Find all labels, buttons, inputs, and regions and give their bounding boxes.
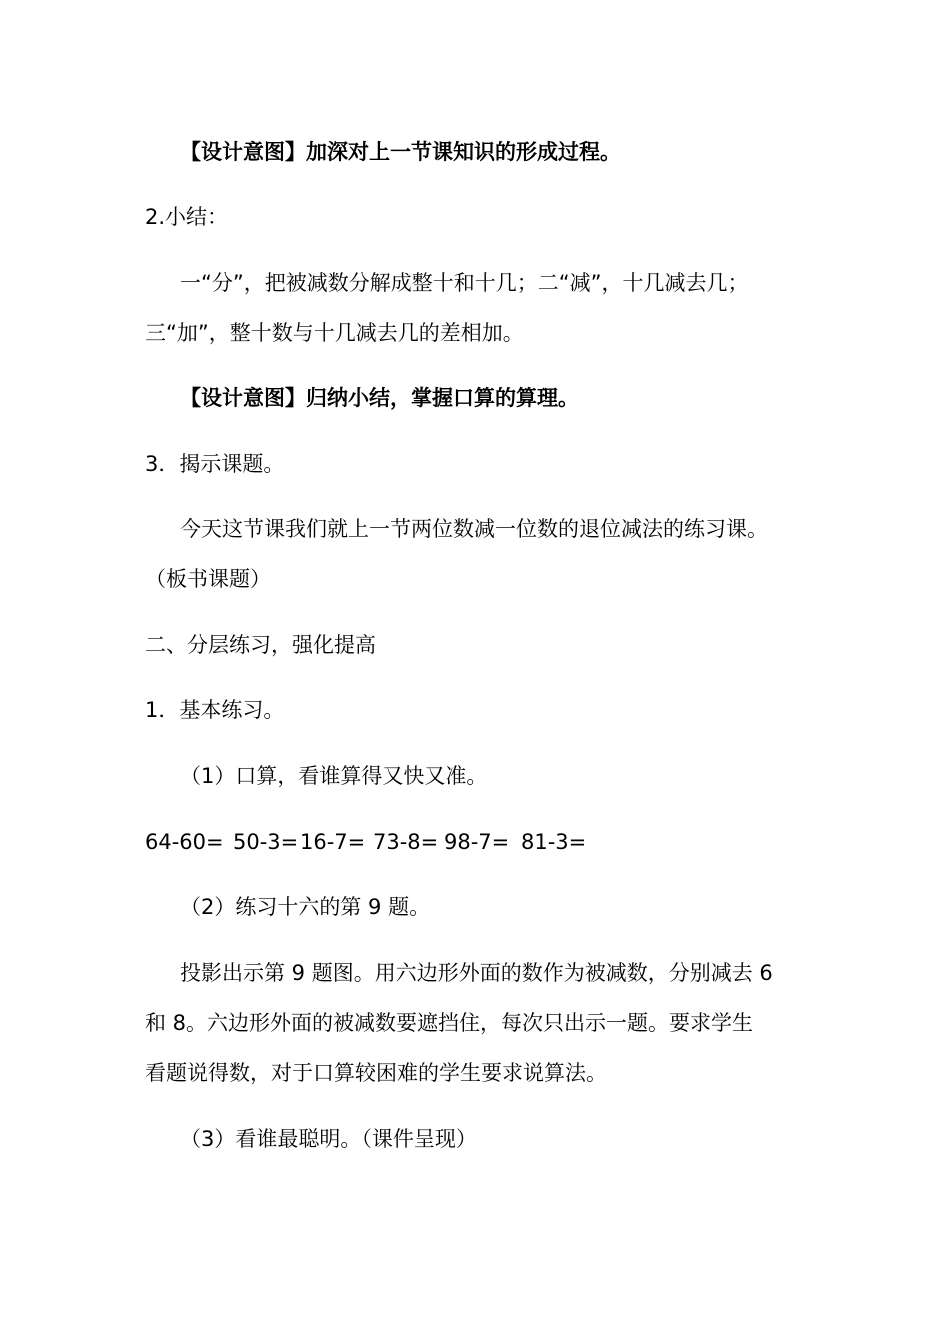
reveal-heading: 3．揭示课题。 <box>145 452 285 476</box>
summary-line-1: 一“分”，把被减数分解成整十和十几；二“减”，十几减去几； <box>180 271 749 295</box>
equation: 98-7= <box>444 830 510 854</box>
projection-line-2: 和 8。六边形外面的被减数要遮挡住，每次只出示一题。要求学生 <box>145 1011 754 1035</box>
item-3: （3）看谁最聪明。（课件呈现） <box>180 1127 477 1151</box>
design-intent-1: 【设计意图】加深对上一节课知识的形成过程。 <box>180 140 621 164</box>
summary-line-2: 三“加”，整十数与十几减去几的差相加。 <box>145 321 524 345</box>
design-intent-2: 【设计意图】归纳小结，掌握口算的算理。 <box>180 386 579 410</box>
equation: 50-3= <box>233 830 299 854</box>
projection-line-1: 投影出示第 9 题图。用六边形外面的数作为被减数，分别减去 6 <box>180 961 773 985</box>
basic-practice-heading: 1．基本练习。 <box>145 698 285 722</box>
projection-line-3: 看题说得数，对于口算较困难的学生要求说算法。 <box>145 1061 607 1085</box>
item-1: （1）口算，看谁算得又快又准。 <box>180 764 488 788</box>
equation: 81-3= <box>521 830 587 854</box>
section-two-heading: 二、分层练习，强化提高 <box>145 633 376 657</box>
reveal-line-1: 今天这节课我们就上一节两位数减一位数的退位减法的练习课。 <box>180 517 768 541</box>
equation: 16-7= <box>300 830 366 854</box>
equation: 73-8= <box>373 830 439 854</box>
equation: 64-60= <box>145 830 224 854</box>
summary-heading: 2.小结： <box>145 205 229 229</box>
reveal-line-2: （板书课题） <box>145 567 271 591</box>
item-2: （2）练习十六的第 9 题。 <box>180 895 431 919</box>
